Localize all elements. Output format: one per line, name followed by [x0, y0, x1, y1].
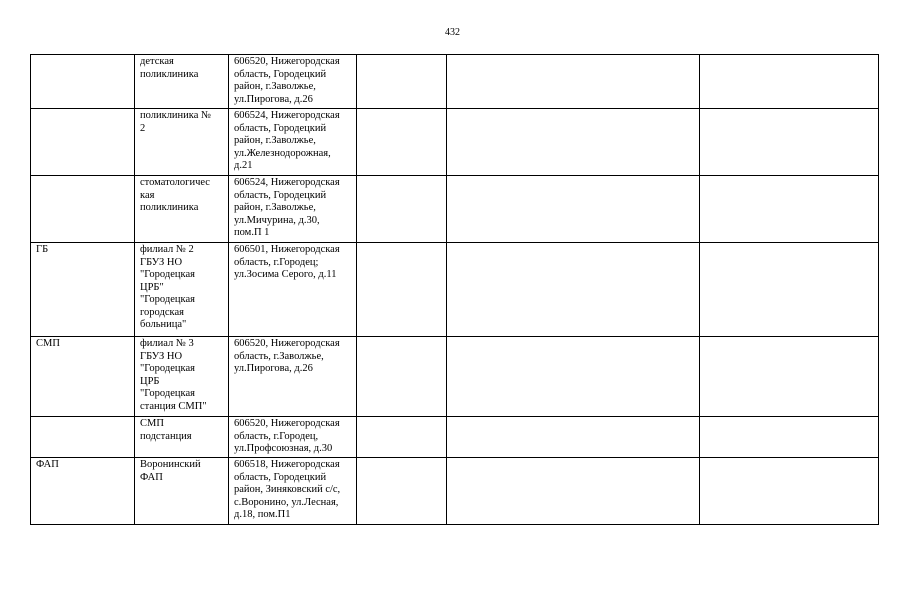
facility-name-cell	[135, 55, 229, 109]
facility-name-line: стоматологичес	[140, 177, 210, 188]
facility-name-line: ГБУЗ НО	[140, 350, 183, 362]
facility-type-cell: СМП	[31, 337, 135, 417]
facility-name-cell	[135, 109, 229, 176]
table-body	[31, 55, 879, 525]
facility-address-line: область, Городецкий	[234, 68, 327, 80]
facility-type-cell: ФАП	[31, 458, 135, 525]
facility-address-cell	[229, 109, 357, 176]
facility-address-line: ул.Мичурина, д.30,	[234, 214, 320, 226]
facility-address-line: с.Воронино, ул.Лесная,	[234, 496, 339, 508]
facility-name-line: подстанция	[140, 430, 192, 442]
facility-address-cell	[229, 176, 357, 243]
facility-address-line: ул.Пирогова, д.26	[234, 363, 313, 374]
facility-name-line: филиал № 3	[140, 338, 194, 349]
empty-cell-4	[357, 417, 447, 458]
empty-cell-5	[447, 417, 700, 458]
facility-address-line: д.21	[234, 160, 253, 171]
facility-name-cell	[135, 243, 229, 337]
facility-address-line: район, г.Заволжье,	[234, 135, 316, 146]
facility-name-cell	[135, 176, 229, 243]
facility-name-cell	[135, 458, 229, 525]
empty-cell-6	[700, 55, 879, 109]
empty-cell-6	[700, 176, 879, 243]
facility-address-line: 606520, Нижегородская	[234, 338, 340, 349]
facility-address-line: 606524, Нижегородская	[234, 177, 340, 188]
empty-cell-6	[700, 109, 879, 176]
empty-cell-6	[700, 337, 879, 417]
facility-name-line: "Городецкая	[140, 388, 195, 399]
facility-name-line: СМП	[140, 418, 164, 429]
facility-name-line: кая	[140, 189, 155, 201]
facility-name-line: детская	[140, 56, 174, 67]
facility-address-line: область, г.Городец,	[234, 430, 319, 442]
empty-cell-5	[447, 337, 700, 417]
facility-address-line: 606518, Нижегородская	[234, 459, 340, 470]
facility-name-cell	[135, 337, 229, 417]
facility-name-line: ГБУЗ НО	[140, 256, 183, 268]
facility-name-line: поликлиника	[140, 68, 199, 80]
facility-address-line: 606520, Нижегородская	[234, 418, 340, 429]
facility-address-line: район, Зиняковский с/с,	[234, 484, 341, 495]
facility-address-line: область, г.Городец;	[234, 256, 319, 268]
empty-cell-4	[357, 109, 447, 176]
facility-type-cell	[31, 417, 135, 458]
empty-cell-5	[447, 55, 700, 109]
facility-name-line: "Городецкая	[140, 294, 195, 305]
facility-type-cell: ГБ	[31, 243, 135, 337]
facility-address-line: область, Городецкий	[234, 122, 327, 134]
facility-name-line: "Городецкая	[140, 269, 195, 280]
facility-name-line: ФАП	[140, 471, 163, 483]
facility-name-line: городская	[140, 306, 184, 318]
facility-address-cell	[229, 243, 357, 337]
facility-name-cell	[135, 417, 229, 458]
facility-address-line: ул.Профсоюзная, д.30	[234, 443, 333, 454]
facility-name-line: поликлиника	[140, 202, 199, 213]
table-row	[31, 458, 879, 525]
facility-name-line: Воронинский	[140, 459, 201, 470]
empty-cell-5	[447, 176, 700, 243]
table-row	[31, 337, 879, 417]
empty-cell-4	[357, 55, 447, 109]
table-row	[31, 176, 879, 243]
empty-cell-4	[357, 176, 447, 243]
empty-cell-4	[357, 337, 447, 417]
facility-address-line: 606501, Нижегородская	[234, 244, 340, 255]
facility-name-line: ЦРБ"	[140, 281, 164, 293]
empty-cell-6	[700, 243, 879, 337]
facility-name-line: 2	[140, 122, 146, 134]
facility-address-cell	[229, 55, 357, 109]
facility-name-line: больница"	[140, 319, 187, 330]
facility-address-line: область, Городецкий	[234, 471, 327, 483]
table-row	[31, 55, 879, 109]
facility-address-line: пом.П 1	[234, 227, 270, 238]
page-number: 432	[445, 27, 460, 38]
facility-address-cell	[229, 458, 357, 525]
empty-cell-6	[700, 417, 879, 458]
table-row	[31, 417, 879, 458]
facility-address-line: область, г.Заволжье,	[234, 350, 324, 362]
facility-address-line: ул.Пирогова, д.26	[234, 93, 313, 105]
facility-type-cell	[31, 176, 135, 243]
empty-cell-6	[700, 458, 879, 525]
table-row	[31, 109, 879, 176]
facility-address-line: район, г.Заволжье,	[234, 81, 316, 92]
facility-type-cell	[31, 109, 135, 176]
facility-address-line: 606520, Нижегородская	[234, 56, 340, 67]
facility-address-line: ул.Зосима Серого, д.11	[234, 269, 337, 280]
facility-name-line: поликлиника №	[140, 110, 212, 121]
facility-name-line: "Городецкая	[140, 363, 195, 374]
empty-cell-4	[357, 458, 447, 525]
empty-cell-5	[447, 458, 700, 525]
facility-name-line: филиал № 2	[140, 244, 194, 255]
empty-cell-4	[357, 243, 447, 337]
facilities-table	[30, 54, 879, 525]
facility-address-line: ул.Железнодорожная,	[234, 147, 331, 159]
facility-address-line: 606524, Нижегородская	[234, 110, 340, 121]
facility-address-cell	[229, 337, 357, 417]
table-row	[31, 243, 879, 337]
facility-address-line: район, г.Заволжье,	[234, 202, 316, 213]
empty-cell-5	[447, 243, 700, 337]
empty-cell-5	[447, 109, 700, 176]
facility-address-line: область, Городецкий	[234, 189, 327, 201]
facility-name-line: станция СМП"	[140, 400, 207, 412]
facility-name-line: ЦРБ	[140, 375, 160, 387]
facility-address-line: д.18, пом.П1	[234, 509, 291, 520]
facility-type-cell	[31, 55, 135, 109]
facility-address-cell	[229, 417, 357, 458]
